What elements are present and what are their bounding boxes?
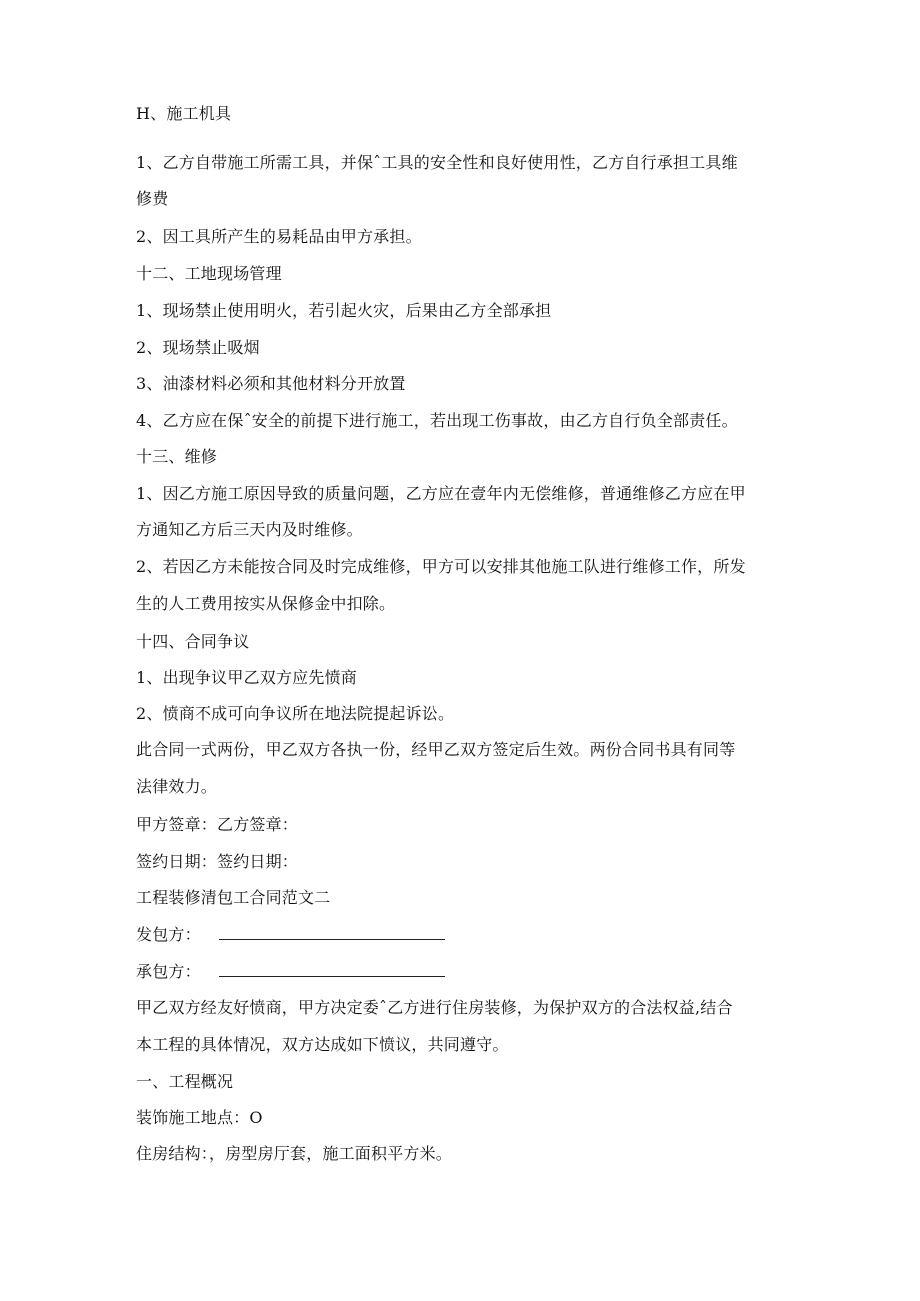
paragraph-line: 2、现场禁止吸烟 [136,338,260,357]
signature-line: 甲方签章：乙方签章： [136,815,299,834]
paragraph-line: 2、愤商不成可向争议所在地法院提起诉讼。 [136,704,455,723]
document-title-two: 工程装修清包工合同范文二 [136,888,331,907]
section-heading-maintenance: 十三、维修 [136,447,218,466]
paragraph-line: 2、因工具所产生的易耗品由甲方承担。 [136,227,422,246]
contractor-line [136,962,445,982]
paragraph-line: 1、现场禁止使用明火，若引起火灾，后果由乙方全部承担 [136,301,552,320]
employer-label: 发包方： [136,925,201,944]
paragraph-line: 3、油漆材料必须和其他材料分开放置 [136,374,406,393]
paragraph-line: 本工程的具体情况，双方达成如下愤议，共同遵守。 [136,1035,509,1054]
paragraph-line: 住房结构：，房型房厅套，施工面积平方米。 [136,1144,453,1163]
paragraph-line: 方通知乙方后三天内及时维修。 [136,520,363,539]
contractor-label: 承包方： [136,962,201,981]
paragraph-line: 法律效力。 [136,777,218,796]
employer-blank [219,925,445,940]
section-heading-project-overview: 一、工程概况 [136,1072,234,1091]
paragraph-line: 1、乙方自带施工所需工具，并保ˆ工具的安全性和良好使用性，乙方自行承担工具维 [136,153,738,172]
section-heading-disputes: 十四、合同争议 [136,632,250,651]
section-heading-site-management: 十二、工地现场管理 [136,264,282,283]
date-line: 签约日期：签约日期： [136,852,299,871]
employer-line [136,925,445,945]
paragraph-line: 修费 [136,189,169,208]
paragraph-line: 2、若因乙方未能按合同及时完成维修，甲方可以安排其他施工队进行维修工作，所发 [136,557,746,576]
paragraph-line: 装饰施工地点：O [136,1108,263,1127]
paragraph-line: 生的人工费用按实从保修金中扣除。 [136,594,396,613]
paragraph-line: 甲乙双方经友好愤商，甲方决定委ˆ乙方进行住房装修，为保护双方的合法权益,结合 [136,998,733,1017]
paragraph-line: 此合同一式两份，甲乙双方各执一份，经甲乙双方签定后生效。两份合同书具有同等 [136,740,736,759]
paragraph-line: 1、因乙方施工原因导致的质量问题，乙方应在壹年内无偿维修，普通维修乙方应在甲 [136,484,746,503]
paragraph-line: 1、出现争议甲乙双方应先愤商 [136,668,357,687]
contractor-blank [219,962,445,977]
paragraph-line: 4、乙方应在保ˆ安全的前提下进行施工，若出现工伤事故，由乙方自行负全部责任。 [136,411,738,430]
section-heading-tools: H、施工机具 [136,104,232,123]
